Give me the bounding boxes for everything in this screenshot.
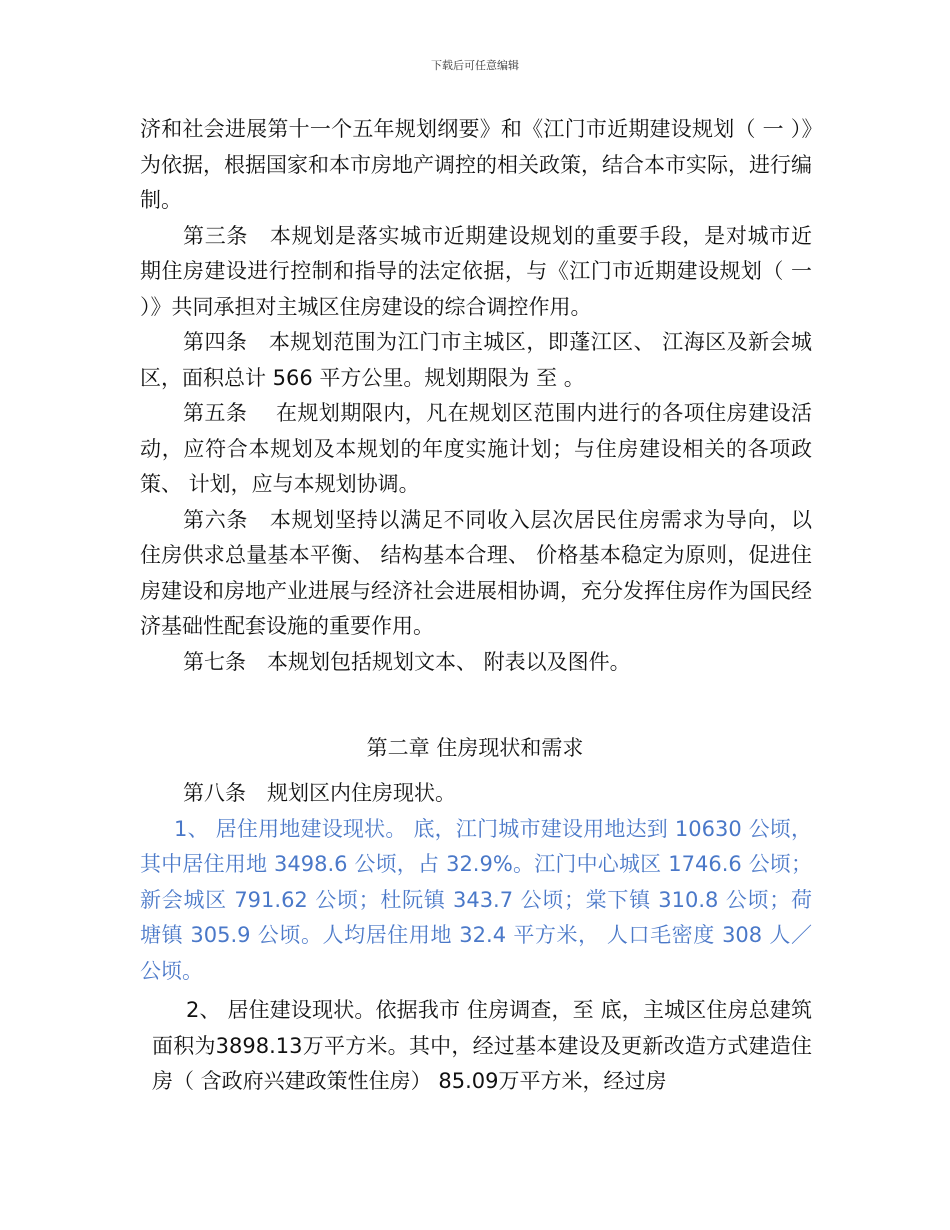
article-3: 第三条 本规划是落实城市近期建设规划的重要手段，是对城市近期住房建设进行控制和指导的法定依据，与《江门市近期建设规划（ 一 ）》共同承担对主城区住房建设的综合调控作用。 xyxy=(140,223,812,319)
article-5: 第五条 在规划期限内，凡在规划区范围内进行的各项住房建设活动，应符合本规划及本规划的年度实施计划；与住房建设相关的各项政策、 计划，应与本规划协调。 xyxy=(140,401,812,496)
chapter-title: 第二章 住房现状和需求 xyxy=(366,736,584,760)
paragraph-continuation: 济和社会进展第十一个五年规划纲要》和《江门市近期建设规划（ 一 ）》为依据，根据国家和本市房地产调控的相关政策，结合本市实际，进行编制。 xyxy=(140,117,812,212)
article-7: 第七条 本规划包括规划文本、 附表以及图件。 xyxy=(183,649,631,674)
page-header: 下载后可任意编辑 xyxy=(431,59,519,72)
body-section-1 xyxy=(140,112,812,680)
article-6: 第六条 本规划坚持以满足不同收入层次居民住房需求为导向，以住房供求总量基本平衡、 结构基本合理、 价格基本稳定为原则，促进住房建设和房地产业进展与经济社会进展相协调，充分发挥住房作为国民经济基础性配套设施的重要作用。 xyxy=(140,507,812,638)
body-section-2 xyxy=(140,776,812,1100)
article-8: 第八条 规划区内住房现状。 xyxy=(183,781,456,805)
item-1-residential-land: 1、 居住用地建设现状。 底，江门城市建设用地达到 10630 公顷，其中居住用地 3498.6 公顷，占 32.9%。江门中心城区 1746.6 公顷；新会城区 791.62 公顷；杜阮镇 343.7 公顷；棠下镇 310.8 公顷；荷塘镇 305.9 公顷。人均居住用地 32.4 平方米， 人口毛密度 308 人／公顷。 xyxy=(140,816,812,983)
item-2-residential-construction: 2、 居住建设现状。依据我市 住房调查，至 底，主城区住房总建筑面积为3898.13万平方米。其中，经过基本建设及更新改造方式建造住房（ 含政府兴建政策性住房） 85.09万平方米，经过房 xyxy=(152,998,812,1093)
article-4: 第四条 本规划范围为江门市主城区，即蓬江区、 江海区及新会城区，面积总计 566 平方公里。规划期限为 至 。 xyxy=(140,330,812,390)
